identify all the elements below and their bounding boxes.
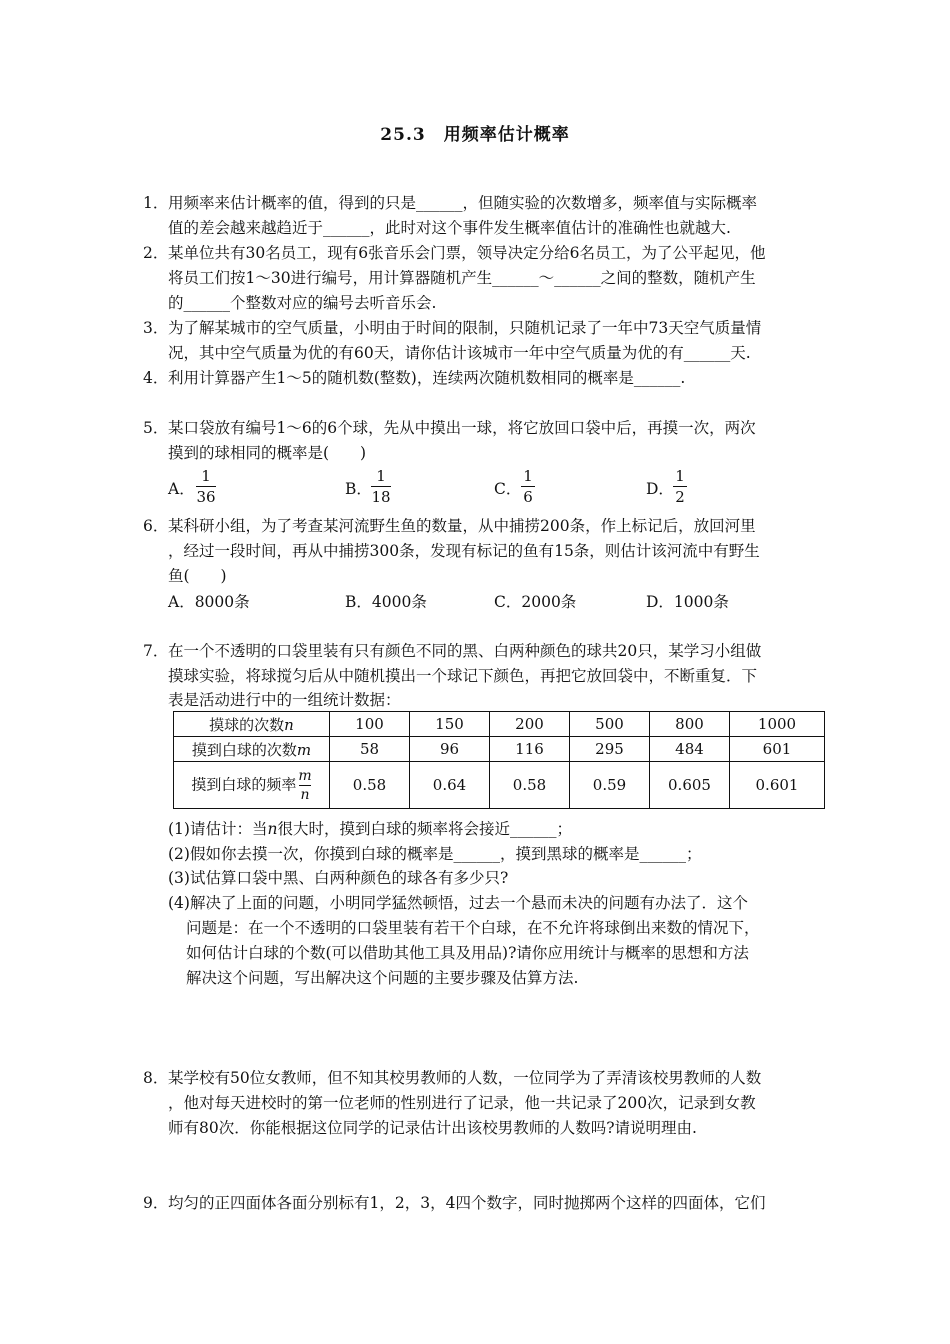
question-3-line-1: 为了解某城市的空气质量，小明由于时间的限制，只随机记录了一年中73天空气质量情 [168,319,762,337]
question-7-sub-4-line-2: 问题是：在一个不透明的口袋里装有若干个白球，在不允许将球倒出来数的情况下， [186,919,760,937]
fraction-numerator: 1 [675,467,685,485]
question-2-line-1: 某单位共有30名员工，现有6张音乐会门票，领导决定分给6名员工，为了公平起见，他 [168,244,766,262]
question-4-line-1: 利用计算器产生1～5的随机数(整数)，连续两次随机数相同的概率是______. [168,369,686,387]
option-c: C．2000条 [494,593,577,611]
option-d: D．1000条 [646,593,729,611]
question-7-sub-1: (1)请估计：当n很大时，摸到白球的频率将会接近______； [168,820,572,838]
option-b-label: B． [345,480,372,498]
question-6-line-3: 鱼( ) [168,567,227,585]
fraction-numerator: 1 [201,467,211,485]
question-number: 1． [143,194,169,212]
question-8-line-3: 师有80次．你能根据这位同学的记录估计出该校男教师的人数吗?请说明理由. [168,1119,697,1137]
fraction-numerator: 1 [376,467,386,485]
table-cell: 500 [570,712,650,737]
option-c-label: C． [494,480,522,498]
table-cell: 1000 [730,712,825,737]
question-7-line-1: 在一个不透明的口袋里装有只有颜色不同的黑、白两种颜色的球共20只，某学习小组做 [168,642,762,660]
question-6-line-1: 某科研小组，为了考查某河流野生鱼的数量，从中捕捞200条，作上标记后，放回河里 [168,517,756,535]
question-2-line-2: 将员工们按1～30进行编号，用计算器随机产生______～______之间的整数，随机产生 [168,269,756,287]
question-7-sub-3: (3)试估算口袋中黑、白两种颜色的球各有多少只? [168,869,509,887]
question-7-line-2: 摸球实验，将球搅匀后从中随机摸出一个球记下颜色，再把它放回袋中，不断重复．下 [168,667,758,685]
question-7-sub-4-line-1: (4)解决了上面的问题，小明同学猛然顿悟，过去一个悬而未决的问题有办法了．这个 [168,894,748,912]
question-number: 2． [143,244,169,262]
fraction-bar [196,486,216,487]
table-row [174,762,825,809]
question-8-line-2: ，他对每天进校时的第一位老师的性别进行了记录，他一共记录了200次，记录到女教 [168,1094,756,1112]
option-c-fraction [521,467,535,506]
question-7-sub-4-line-3: 如何估计白球的个数(可以借助其他工具及用品)?请你应用统计与概率的思想和方法 [186,944,749,962]
option-a-label: A． [168,480,195,498]
table-cell: 100 [330,712,410,737]
fraction-denominator: 36 [196,488,216,506]
question-number: 7． [143,642,169,660]
table-cell: 200 [490,712,570,737]
fraction-bar [521,486,535,487]
question-7-line-3: 表是活动进行中的一组统计数据： [168,691,401,709]
table-cell: 800 [650,712,730,737]
option-a: A．8000条 [168,593,250,611]
question-8-line-1: 某学校有50位女教师，但不知其校男教师的人数，一位同学为了弄清该校男教师的人数 [168,1069,762,1087]
page-title: 25.3 用频率估计概率 [380,125,570,145]
option-b: B．4000条 [345,593,427,611]
question-6-line-2: ，经过一段时间，再从中捕捞300条，发现有标记的鱼有15条，则估计该河流中有野生 [168,542,760,560]
table-cell: 601 [730,737,825,762]
row-header: 摸球的次数n [174,712,330,737]
option-b-fraction [371,467,391,506]
table-cell: 150 [410,712,490,737]
question-number: 9． [143,1194,169,1212]
statistics-table [173,711,825,809]
table-cell: 0.64 [410,762,490,809]
table-cell: 484 [650,737,730,762]
fraction-bar [371,486,391,487]
question-2-line-3: 的______个整数对应的编号去听音乐会. [168,294,437,312]
table-cell: 0.59 [570,762,650,809]
question-3-line-2: 况，其中空气质量为优的有60天，请你估计该城市一年中空气质量为优的有______天. [168,344,751,362]
question-7-sub-4-line-4: 解决这个问题，写出解决这个问题的主要步骤及估算方法. [186,969,579,987]
option-d-label: D． [646,480,674,498]
question-5-line-1: 某口袋放有编号1～6的6个球，先从中摸出一球，将它放回口袋中后，再摸一次，两次 [168,419,756,437]
table-cell: 0.601 [730,762,825,809]
row-header: 摸到白球的频率 $\frac{m}{n}$ [174,762,330,809]
question-number: 4． [143,369,169,387]
question-7-sub-2: (2)假如你去摸一次，你摸到白球的概率是______，摸到黑球的概率是______； [168,845,702,863]
question-number: 8． [143,1069,169,1087]
table-cell: 0.58 [330,762,410,809]
fraction-bar [673,486,687,487]
question-1-line-1: 用频率来估计概率的值，得到的只是______，但随实验的次数增多，频率值与实际概率 [168,194,758,212]
question-5-line-2: 摸到的球相同的概率是( ) [168,444,367,462]
table-cell: 96 [410,737,490,762]
frequency-fraction: $\frac{m}{n}$ [298,767,312,803]
question-number: 5． [143,419,169,437]
fraction-denominator: 18 [371,488,391,506]
table-cell: 116 [490,737,570,762]
question-number: 3． [143,319,169,337]
question-9-line-1: 均匀的正四面体各面分别标有1，2，3，4四个数字，同时抛掷两个这样的四面体，它们 [168,1194,766,1212]
table-cell: 295 [570,737,650,762]
table-row [174,712,825,737]
table-cell: 0.605 [650,762,730,809]
table-cell: 0.58 [490,762,570,809]
question-1-line-2: 值的差会越来越趋近于______，此时对这个事件发生概率值估计的准确性也就越大. [168,219,731,237]
fraction-numerator: 1 [523,467,533,485]
row-header: 摸到白球的次数m [174,737,330,762]
fraction-denominator: 2 [675,488,685,506]
option-a-fraction [196,467,216,506]
option-d-fraction [673,467,687,506]
fraction-denominator: 6 [523,488,533,506]
table-cell: 58 [330,737,410,762]
question-number: 6． [143,517,169,535]
table-row [174,737,825,762]
